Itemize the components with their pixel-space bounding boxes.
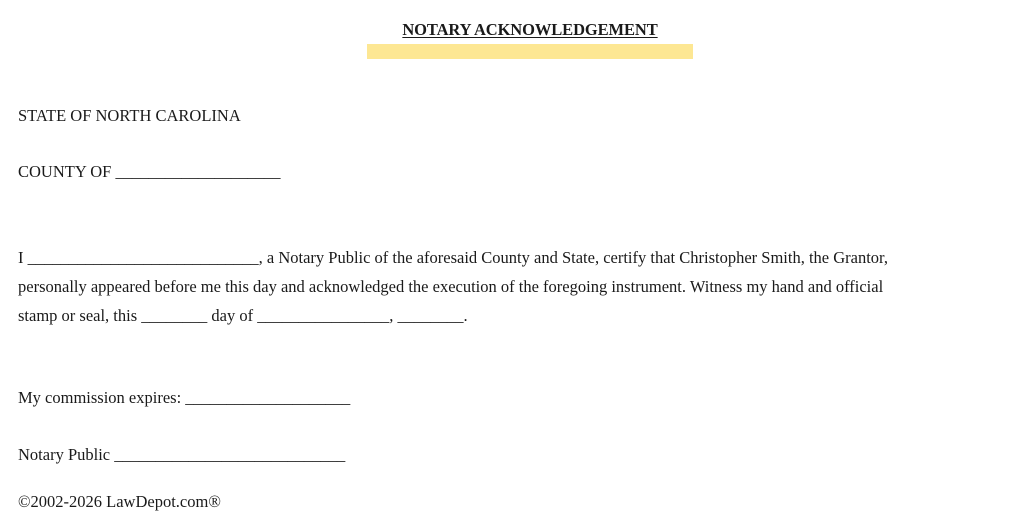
paragraph-line-2: personally appeared before me this day and acknowledged the execution of the foregoing instrument. Witness my hand and official bbox=[18, 277, 884, 296]
notary-public-line: Notary Public ____________________________ bbox=[18, 445, 346, 464]
title-highlight-bar bbox=[367, 44, 693, 59]
acknowledgement-paragraph bbox=[18, 243, 1018, 330]
title-block bbox=[367, 18, 693, 59]
paragraph-line-1: I ____________________________, a Notary Public of the aforesaid County and State, certify that Christopher Smith, the Grantor, bbox=[18, 248, 889, 267]
county-line: COUNTY OF ____________________ bbox=[18, 162, 281, 181]
paragraph-line-3: stamp or seal, this ________ day of ________________, ________. bbox=[18, 306, 468, 325]
state-line: STATE OF NORTH CAROLINA bbox=[18, 106, 241, 125]
copyright-footer: ©2002-2026 LawDepot.com® bbox=[18, 492, 221, 511]
commission-expires-line: My commission expires: ____________________ bbox=[18, 388, 351, 407]
document-title: NOTARY ACKNOWLEDGEMENT bbox=[402, 20, 658, 39]
